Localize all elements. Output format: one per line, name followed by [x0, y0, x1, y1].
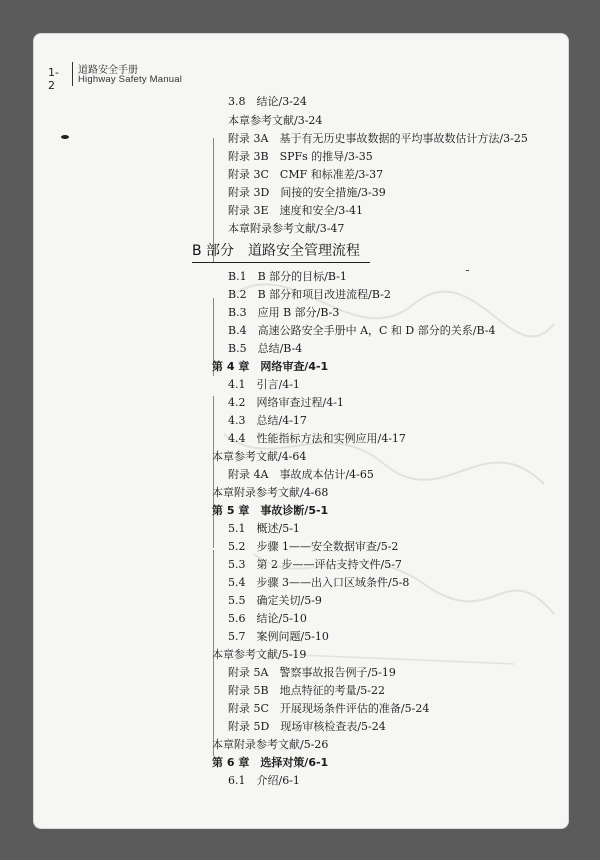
toc-entry[interactable]: 本章附录参考文献/5-26	[212, 738, 329, 751]
toc-entry[interactable]: 本章参考文献/4-64	[212, 450, 307, 463]
toc-entry[interactable]: 4.2 网络审查过程/4-1	[228, 396, 344, 409]
ink-mark	[61, 135, 69, 139]
toc-entry[interactable]: 本章参考文献/3-24	[228, 114, 323, 127]
toc-entry[interactable]: 4.1 引言/4-1	[228, 378, 300, 391]
toc-entry[interactable]: B.5 总结/B-4	[228, 342, 303, 355]
toc-guide-line	[213, 396, 214, 548]
toc-entry[interactable]: 附录 3E 速度和安全/3-41	[228, 204, 363, 217]
toc-entry[interactable]: 附录 3C CMF 和标准差/3-37	[228, 168, 384, 181]
toc-entry[interactable]: 4.4 性能指标方法和实例应用/4-17	[228, 432, 406, 445]
toc-entry[interactable]: 本章附录参考文献/4-68	[212, 486, 329, 499]
toc-entry[interactable]: 3.8 结论/3-24	[228, 95, 307, 108]
toc-entry[interactable]: 5.4 步骤 3——出入口区域条件/5-8	[228, 576, 410, 589]
toc-entry[interactable]: 5.6 结论/5-10	[228, 612, 307, 625]
toc-chapter-heading[interactable]: 第 5 章 事故诊断/5-1	[212, 504, 329, 517]
toc-entry[interactable]: 本章参考文献/5-19	[212, 648, 307, 661]
toc-entry[interactable]: B.4 高速公路安全手册中 A，C 和 D 部分的关系/B-4	[228, 324, 496, 337]
scan-speck	[466, 270, 469, 271]
toc-entry[interactable]: 5.7 案例问题/5-10	[228, 630, 329, 643]
toc-entry[interactable]: 本章附录参考文献/3-47	[228, 222, 345, 235]
toc-entry[interactable]: 附录 5A 警察事故报告例子/5-19	[228, 666, 396, 679]
toc-entry[interactable]: 5.5 确定关切/5-9	[228, 594, 322, 607]
toc-entry[interactable]: B.1 B 部分的目标/B-1	[228, 270, 347, 283]
toc-entry[interactable]: 附录 5B 地点特征的考量/5-22	[228, 684, 385, 697]
toc-chapter-heading[interactable]: 第 4 章 网络审查/4-1	[212, 360, 329, 373]
toc-entry[interactable]: B.2 B 部分和项目改进流程/B-2	[228, 288, 391, 301]
toc-entry[interactable]: 5.2 步骤 1——安全数据审查/5-2	[228, 540, 399, 553]
header-divider	[72, 62, 73, 86]
toc-entry[interactable]: B.3 应用 B 部分/B-3	[228, 306, 340, 319]
book-title-english: Highway Safety Manual	[78, 74, 183, 85]
toc-entry[interactable]: 附录 4A 事故成本估计/4-65	[228, 468, 374, 481]
book-title-chinese: 道路安全手册	[78, 65, 138, 76]
part-heading-underline	[192, 262, 370, 263]
toc-entry[interactable]: 附录 3D 间接的安全措施/3-39	[228, 186, 386, 199]
toc-entry[interactable]: 5.3 第 2 步——评估支持文件/5-7	[228, 558, 402, 571]
toc-entry[interactable]: 4.3 总结/4-17	[228, 414, 307, 427]
toc-entry[interactable]: 附录 3A 基于有无历史事故数据的平均事故数估计方法/3-25	[228, 132, 528, 145]
document-page	[34, 34, 568, 828]
toc-part-heading[interactable]: B 部分 道路安全管理流程	[192, 243, 361, 259]
page-number: 1-2	[48, 66, 59, 92]
toc-entry[interactable]: 附录 5D 现场审核检查表/5-24	[228, 720, 386, 733]
toc-entry[interactable]: 5.1 概述/5-1	[228, 522, 300, 535]
toc-entry[interactable]: 附录 3B SPFs 的推导/3-35	[228, 150, 373, 163]
toc-chapter-heading[interactable]: 第 6 章 选择对策/6-1	[212, 756, 329, 769]
toc-entry[interactable]: 6.1 介绍/6-1	[228, 774, 300, 787]
toc-entry[interactable]: 附录 5C 开展现场条件评估的准备/5-24	[228, 702, 430, 715]
